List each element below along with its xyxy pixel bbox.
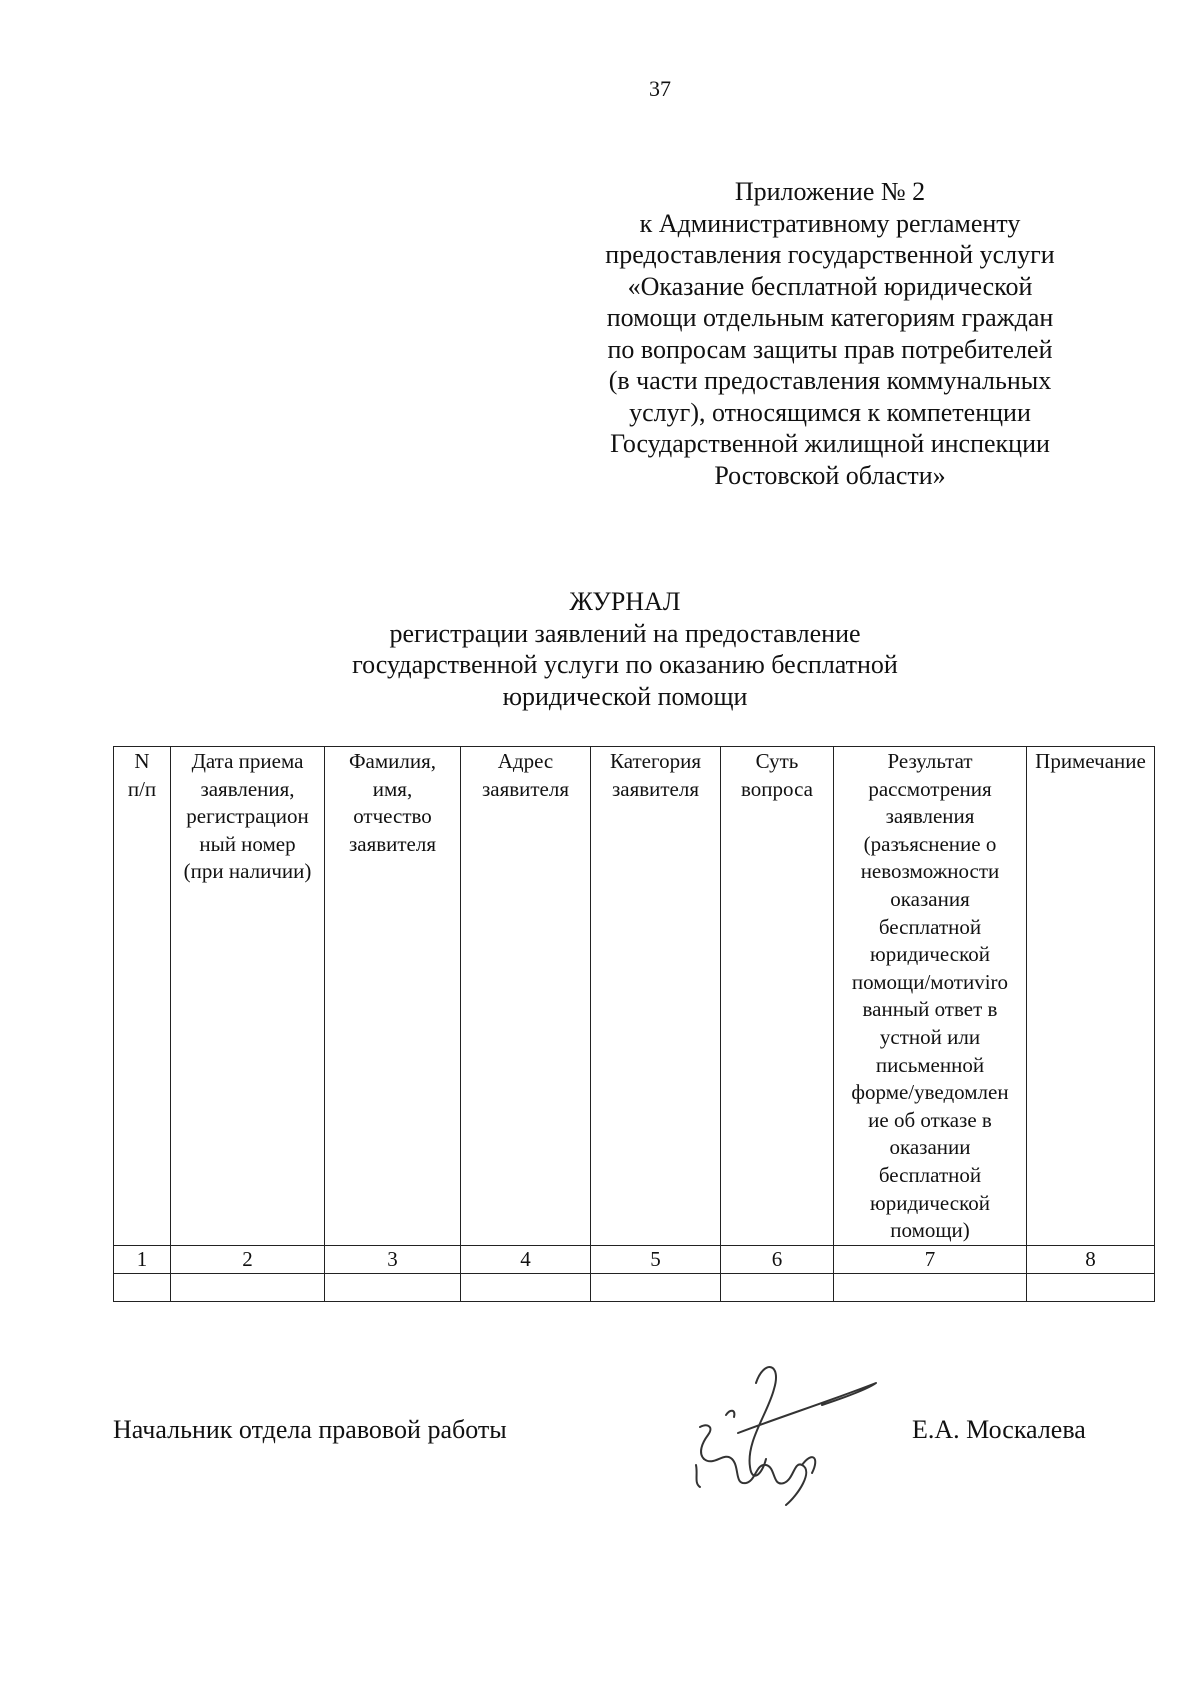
handwritten-signature [690, 1355, 895, 1515]
column-number-cell: 3 [325, 1245, 461, 1273]
journal-subtitle-line: государственной услуги по оказанию бесплатной [352, 650, 898, 679]
col-header-question: Суть вопроса [721, 747, 834, 1246]
appendix-line: услуг), относящимся к компетенции [629, 397, 1031, 427]
journal-subtitle-line: регистрации заявлений на предоставление [389, 618, 861, 648]
col-header-result: Результат рассмотрения заявления (разъяснение о невозможности оказания бесплатной юридической помощи/мотиviro ванный ответ в устной или письменной форме/уведомлен ие об отказе в оказании бесплатной юридической помощи) [834, 747, 1027, 1246]
col-header-fullname: Фамилия, имя, отчество заявителя [325, 747, 461, 1246]
appendix-line: (в части предоставления коммунальных [608, 366, 1052, 395]
column-number-cell: 4 [461, 1245, 591, 1273]
signer-position: Начальник отдела правовой работы [113, 1415, 507, 1444]
column-number-cell: 1 [114, 1245, 171, 1273]
appendix-line: помощи отдельным категориям граждан [606, 303, 1054, 332]
table-row [114, 1273, 1155, 1301]
appendix-heading [585, 176, 1075, 491]
table-cell [591, 1273, 721, 1301]
table-cell [325, 1273, 461, 1301]
registry-table [113, 746, 1155, 1302]
col-header-number: N п/п [114, 747, 171, 1246]
column-number-cell: 5 [591, 1245, 721, 1273]
journal-heading [200, 586, 1050, 712]
col-header-address: Адрес заявителя [461, 747, 591, 1246]
table-cell [1027, 1273, 1155, 1301]
table-cell [721, 1273, 834, 1301]
journal-title: ЖУРНАЛ [569, 587, 681, 616]
table-header-row [114, 747, 1155, 1246]
table-cell [114, 1273, 171, 1301]
appendix-line: предоставления государственной услуги [605, 240, 1055, 269]
signer-name: Е.А. Москалева [912, 1415, 1086, 1444]
appendix-line: по вопросам защиты прав потребителей [607, 334, 1053, 364]
column-number-cell: 6 [721, 1245, 834, 1273]
column-number-cell: 7 [834, 1245, 1027, 1273]
column-number-cell: 8 [1027, 1245, 1155, 1273]
appendix-line: Государственной жилищной инспекции [610, 429, 1050, 458]
journal-subtitle-line: юридической помощи [502, 681, 748, 711]
column-number-cell: 2 [171, 1245, 325, 1273]
appendix-line: Приложение № 2 [734, 177, 926, 206]
col-header-category: Категория заявителя [591, 747, 721, 1246]
appendix-line: Ростовской области» [714, 460, 946, 490]
appendix-line: «Оказание бесплатной юридической [627, 271, 1033, 301]
page-number: 37 [649, 76, 671, 101]
table-cell [461, 1273, 591, 1301]
col-header-note: Примечание [1027, 747, 1155, 1246]
appendix-line: к Административному регламенту [639, 208, 1021, 238]
table-cell [834, 1273, 1027, 1301]
col-header-date: Дата приема заявления, регистрацион ный номер (при наличии) [171, 747, 325, 1246]
table-cell [171, 1273, 325, 1301]
table-row [114, 1245, 1155, 1273]
